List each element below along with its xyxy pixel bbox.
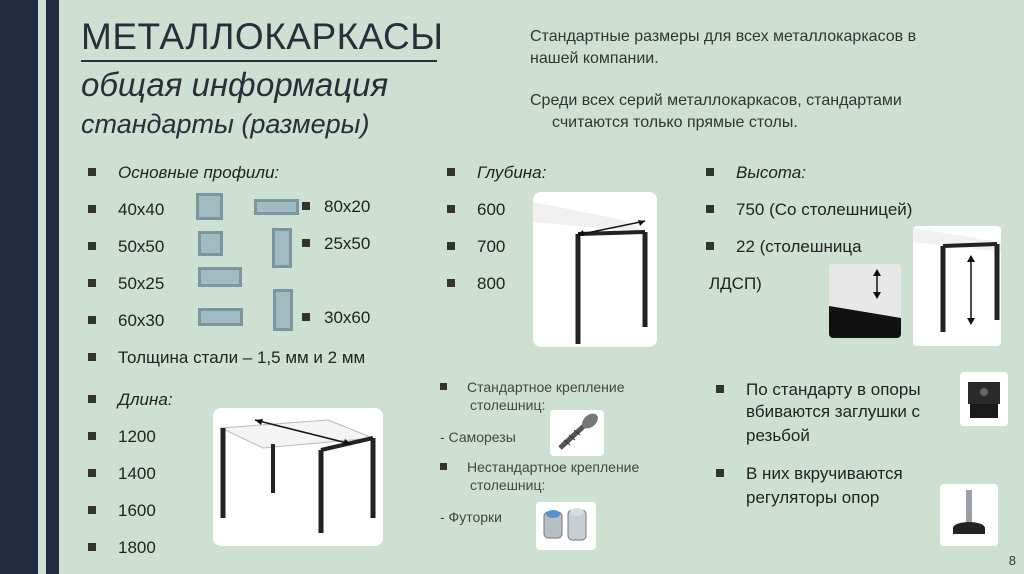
length-item: 1600 [88,501,156,521]
intro-line: Среди всех серий металлокаркасов, стандартами [530,92,902,109]
nonstandard-mount-line2: столешниц: [470,477,546,493]
bullet [88,543,96,551]
profiles-heading: Основные профили: [88,163,279,183]
bullet [706,205,714,213]
support-text-1b: вбиваются заглушки с [746,402,921,421]
standard-mount-line2: столешниц: [470,397,546,413]
profile-80x20-shape [254,199,299,215]
bullet [706,168,714,176]
bullet [447,242,455,250]
height-heading: Высота: [706,163,806,183]
height-item: 750 (Со столешницей) [706,200,912,220]
bullet [88,353,96,361]
page-number: 8 [1008,553,1016,568]
bullet [716,469,724,477]
profile-item-right: 80x20 [302,197,370,217]
depth-heading: Глубина: [447,163,546,183]
length-item: 1200 [88,427,156,447]
profile-40x40-shape [196,193,223,220]
bullet [88,469,96,477]
bullet [88,279,96,287]
depth-item: 800 [447,274,505,294]
slide-subtitle: общая информация [81,66,389,103]
table-depth-photo [533,192,657,347]
standard-mount-line1: Стандартное крепление [440,378,625,396]
standard-mount-value: - Саморезы [440,429,516,445]
length-item: 1400 [88,464,156,484]
intro-line: считаются только прямые столы. [552,114,798,131]
bullet [88,395,96,403]
profile-item-right: 25x50 [302,234,370,254]
support-text-2b: регуляторы опор [746,488,880,507]
bullet [302,313,310,321]
left-accent-bar [0,0,38,574]
height-item: 22 (столешница [706,237,862,257]
bullet [440,463,447,470]
profile-item: 50x50 [88,237,164,257]
bullet [88,242,96,250]
nonstandard-mount-value: - Футорки [440,509,502,525]
leveler-photo [940,484,998,546]
nonstandard-mount-line1: Нестандартное крепление [440,458,639,476]
profile-50x25-shape [198,267,242,287]
length-item: 1800 [88,538,156,558]
slide-subtitle-2: стандарты (размеры) [81,109,370,139]
table-length-photo [213,408,383,546]
profile-item: 50x25 [88,274,164,294]
bullet [716,385,724,393]
bullet [447,205,455,213]
bullet [440,383,447,390]
length-heading: Длина: [88,390,173,410]
end-cap-photo [960,372,1008,426]
depth-item: 600 [447,200,505,220]
depth-item: 700 [447,237,505,257]
slide-title: МЕТАЛЛОКАРКАСЫ [81,16,444,57]
bullet [447,279,455,287]
bullet [88,316,96,324]
bullet [88,168,96,176]
profile-25x50-shape [272,228,292,268]
screw-photo [550,410,604,456]
profile-30x60-shape [273,289,293,331]
insert-nut-photo [536,502,596,550]
support-text-1: По стандарту в опоры [716,378,921,402]
tabletop-thickness-photo [829,264,901,338]
bullet [706,242,714,250]
left-accent-bar-thin [46,0,59,574]
bullet [302,202,310,210]
profile-item: 40x40 [88,200,164,220]
profile-item: 60x30 [88,311,164,331]
profile-60x30-shape [198,308,243,326]
intro-line: Стандартные размеры для всех металлокаркасов в [530,28,917,45]
intro-line: нашей компании. [530,50,659,67]
support-text-1c: резьбой [746,426,810,445]
profile-50x50-shape [198,231,223,256]
bullet [88,506,96,514]
profile-item-right: 30x60 [302,308,370,328]
bullet [88,205,96,213]
height-item-cont: ЛДСП) [709,274,762,293]
bullet [302,239,310,247]
steel-thickness: Толщина стали – 1,5 мм и 2 мм [88,348,365,368]
bullet [88,432,96,440]
table-height-photo [913,226,1001,346]
title-underline [81,60,437,62]
support-text-2: В них вкручиваются [716,464,903,484]
bullet [447,168,455,176]
